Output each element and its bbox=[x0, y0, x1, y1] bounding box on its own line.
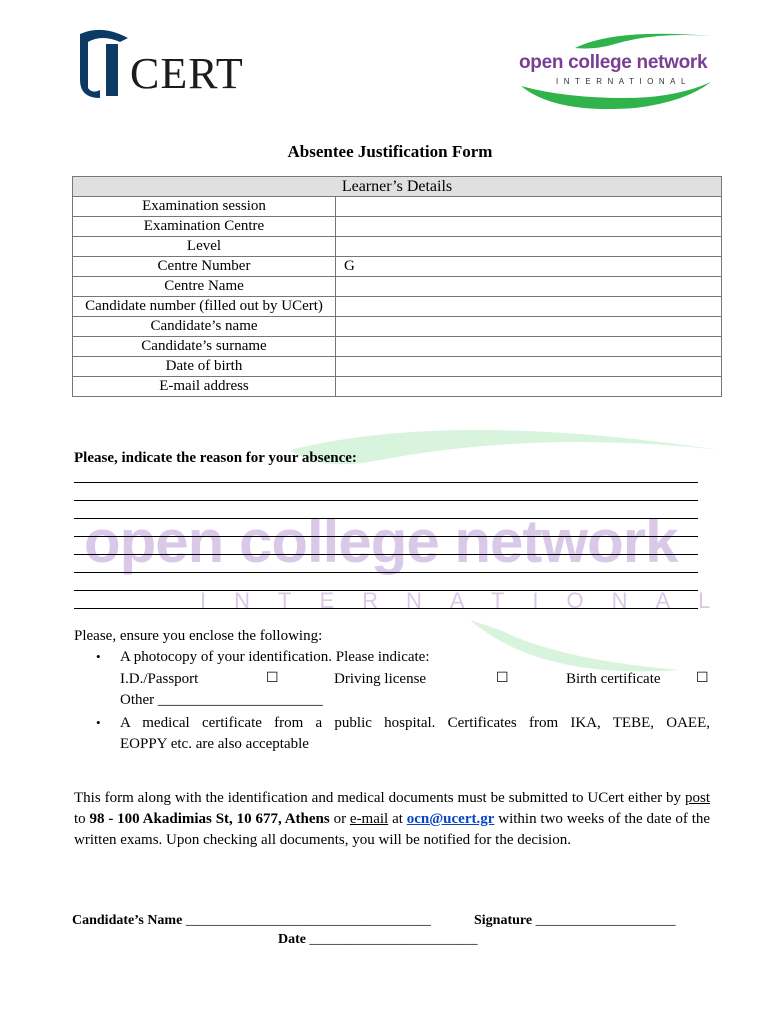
driving-license-checkbox[interactable]: ☐ bbox=[496, 671, 509, 686]
candidate-name-blank: ___________________________________ bbox=[182, 913, 431, 928]
driving-license-label: Driving license bbox=[334, 671, 427, 687]
examination-centre-field[interactable] bbox=[336, 217, 722, 237]
watermark-subtitle: INTERNATIONAL bbox=[200, 588, 739, 613]
bullet: • bbox=[96, 649, 101, 664]
submission-text: to bbox=[74, 811, 90, 827]
examination-session-field[interactable] bbox=[336, 197, 722, 217]
date-label: Date bbox=[278, 932, 306, 947]
enclose-item-identification: A photocopy of your identification. Please indicate: bbox=[120, 649, 430, 665]
birth-certificate-checkbox[interactable]: ☐ bbox=[696, 671, 709, 686]
post-text: post bbox=[684, 790, 710, 806]
table-row bbox=[73, 237, 722, 257]
ocn-logo-subtitle: INTERNATIONAL bbox=[556, 77, 691, 86]
email-link-text: ocn@ucert.gr bbox=[406, 811, 495, 827]
table-row bbox=[73, 377, 722, 397]
reason-line[interactable] bbox=[74, 482, 698, 483]
ucert-logo-text: CERT bbox=[130, 49, 244, 98]
level-field[interactable] bbox=[336, 237, 722, 257]
candidate-name-label: Candidate’s Name bbox=[72, 913, 183, 928]
watermark-text: open college network bbox=[84, 508, 678, 575]
field-label: Centre Number bbox=[73, 257, 336, 277]
field-label: Level bbox=[73, 237, 336, 257]
field-label: Candidate’s name bbox=[73, 317, 336, 337]
submission-text: at bbox=[388, 811, 407, 827]
signature-line[interactable] bbox=[474, 913, 676, 929]
candidate-number-field[interactable] bbox=[336, 297, 722, 317]
field-label: E-mail address bbox=[73, 377, 336, 397]
candidate-name-field[interactable] bbox=[336, 317, 722, 337]
field-label: Examination session bbox=[73, 197, 336, 217]
reason-line[interactable] bbox=[74, 518, 698, 519]
date-of-birth-field[interactable] bbox=[336, 357, 722, 377]
field-label: Candidate’s surname bbox=[73, 337, 336, 357]
submission-paragraph bbox=[74, 788, 710, 851]
table-row bbox=[73, 297, 722, 317]
bullet: • bbox=[96, 715, 101, 730]
signature-blank: ____________________ bbox=[532, 913, 676, 928]
table-row bbox=[73, 197, 722, 217]
enclose-intro: Please, ensure you enclose the following: bbox=[74, 628, 323, 644]
table-header-row bbox=[73, 177, 722, 197]
id-passport-label: I.D./Passport bbox=[120, 671, 199, 687]
field-label: Candidate number (filled out by UCert) bbox=[73, 297, 336, 317]
reason-heading: Please, indicate the reason for your absence: bbox=[74, 450, 357, 466]
email-word: e-mail bbox=[349, 811, 389, 827]
table-row bbox=[73, 257, 722, 277]
candidate-name-line[interactable] bbox=[72, 913, 431, 929]
other-field[interactable]: Other ______________________ bbox=[120, 692, 323, 708]
table-row bbox=[73, 217, 722, 237]
email-address-field[interactable] bbox=[336, 377, 722, 397]
reason-line[interactable] bbox=[74, 572, 698, 573]
reason-line[interactable] bbox=[74, 608, 698, 609]
enclose-item-medical-line1: A medical certificate from a public hospital. Certificates from IKA, TEBE, OAEE, bbox=[120, 715, 710, 731]
ocn-logo-text: open college network bbox=[519, 52, 708, 73]
reason-line[interactable] bbox=[74, 500, 698, 501]
table-row bbox=[73, 337, 722, 357]
date-line[interactable] bbox=[278, 932, 478, 948]
learner-details-table bbox=[72, 176, 722, 397]
form-title: Absentee Justification Form bbox=[287, 142, 493, 161]
field-label: Date of birth bbox=[73, 357, 336, 377]
email-link[interactable] bbox=[407, 811, 495, 827]
centre-name-field[interactable] bbox=[336, 277, 722, 297]
table-row bbox=[73, 317, 722, 337]
field-label: Examination Centre bbox=[73, 217, 336, 237]
ucert-logo-mark bbox=[76, 28, 132, 98]
signature-label: Signature bbox=[474, 913, 533, 928]
reason-line[interactable] bbox=[74, 536, 698, 537]
reason-line[interactable] bbox=[74, 590, 698, 591]
submission-text: within two weeks of the date of the written exams. Upon checking all documents, you will be notified for the decision. bbox=[74, 811, 711, 848]
enclose-item-medical-line2: EOPPY etc. are also acceptable bbox=[120, 736, 309, 752]
centre-number-field[interactable]: G bbox=[336, 257, 722, 277]
section-header: Learner’s Details bbox=[73, 177, 722, 197]
birth-certificate-label: Birth certificate bbox=[566, 671, 661, 687]
id-passport-checkbox[interactable]: ☐ bbox=[266, 671, 279, 686]
table-row bbox=[73, 357, 722, 377]
submission-text: This form along with the identification and medical documents must be submitted to UCert either by bbox=[74, 790, 685, 806]
address-text: 98 - 100 Akadimias St, 10 677, Athens bbox=[89, 811, 330, 827]
candidate-surname-field[interactable] bbox=[336, 337, 722, 357]
reason-line[interactable] bbox=[74, 554, 698, 555]
field-label: Centre Name bbox=[73, 277, 336, 297]
submission-text: or bbox=[329, 811, 350, 827]
table-row bbox=[73, 277, 722, 297]
date-blank: ________________________ bbox=[306, 932, 478, 947]
